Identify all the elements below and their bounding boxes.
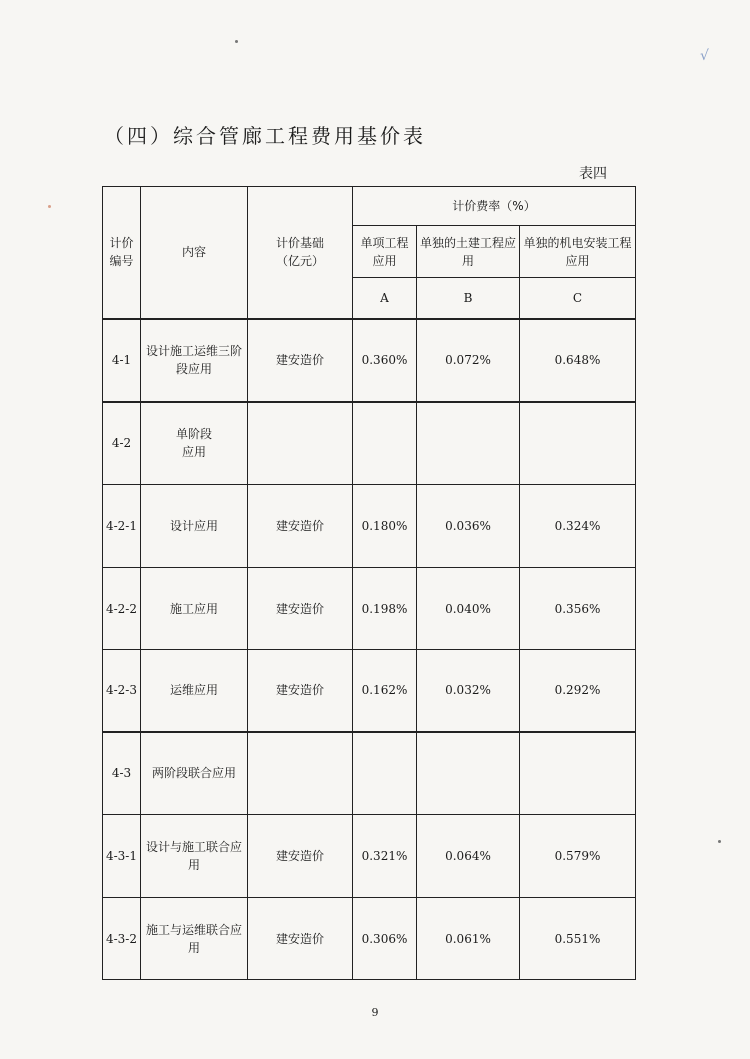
scan-speck [718, 840, 721, 843]
row-rate-c: 0.648% [520, 319, 636, 402]
row-rate-a: 0.306% [353, 898, 417, 980]
row-rate-b: 0.064% [417, 815, 520, 898]
row-rate-c: 0.292% [520, 650, 636, 732]
table-row [103, 815, 636, 898]
header-letter-c: C [520, 278, 636, 319]
row-rate-c: 0.579% [520, 815, 636, 898]
row-rate-b: 0.036% [417, 485, 520, 568]
row-rate-a [353, 732, 417, 815]
row-rate-b: 0.032% [417, 650, 520, 732]
row-code: 4-2-3 [103, 650, 141, 732]
row-content: 施工与运维联合应用 [141, 898, 248, 980]
row-rate-a: 0.162% [353, 650, 417, 732]
page-title: （四）综合管廊工程费用基价表 [104, 124, 426, 148]
row-rate-a: 0.198% [353, 568, 417, 650]
row-rate-a: 0.321% [353, 815, 417, 898]
row-rate-a [353, 402, 417, 485]
row-base: 建安造价 [248, 815, 353, 898]
row-content: 施工应用 [141, 568, 248, 650]
table-row [103, 898, 636, 980]
header-col-a: 单项工程应用 [353, 226, 417, 278]
row-rate-c: 0.356% [520, 568, 636, 650]
row-code: 4-3-2 [103, 898, 141, 980]
row-base: 建安造价 [248, 898, 353, 980]
header-col-b: 单独的土建工程应用 [417, 226, 520, 278]
header-rate-group: 计价费率（%） [353, 187, 636, 226]
row-base [248, 402, 353, 485]
table-number: 表四 [579, 166, 607, 182]
row-rate-a: 0.360% [353, 319, 417, 402]
row-content: 单阶段 应用 [141, 402, 248, 485]
fee-table [102, 186, 636, 980]
row-rate-a: 0.180% [353, 485, 417, 568]
scan-speck [235, 40, 238, 43]
row-rate-b: 0.040% [417, 568, 520, 650]
row-base: 建安造价 [248, 650, 353, 732]
row-rate-c: 0.324% [520, 485, 636, 568]
row-code: 4-3-1 [103, 815, 141, 898]
header-col-c: 单独的机电安装工程应用 [520, 226, 636, 278]
header-content: 内容 [141, 187, 248, 319]
row-base: 建安造价 [248, 485, 353, 568]
row-content: 设计应用 [141, 485, 248, 568]
header-base: 计价基础 （亿元） [248, 187, 353, 319]
row-rate-b: 0.072% [417, 319, 520, 402]
row-code: 4-2-2 [103, 568, 141, 650]
table-row [103, 402, 636, 485]
row-rate-b: 0.061% [417, 898, 520, 980]
row-code: 4-3 [103, 732, 141, 815]
header-letter-b: B [417, 278, 520, 319]
table-row [103, 485, 636, 568]
row-base: 建安造价 [248, 319, 353, 402]
table-row [103, 732, 636, 815]
row-content: 运维应用 [141, 650, 248, 732]
row-code: 4-1 [103, 319, 141, 402]
scan-speck [48, 205, 51, 208]
row-rate-c [520, 732, 636, 815]
header-letter-a: A [353, 278, 417, 319]
header-code: 计价编号 [103, 187, 141, 319]
row-rate-b [417, 402, 520, 485]
row-rate-c: 0.551% [520, 898, 636, 980]
table-row [103, 319, 636, 402]
table-row [103, 568, 636, 650]
header-row-1 [103, 187, 636, 226]
handwritten-checkmark: √ [700, 48, 709, 64]
row-rate-b [417, 732, 520, 815]
row-code: 4-2 [103, 402, 141, 485]
row-rate-c [520, 402, 636, 485]
row-base [248, 732, 353, 815]
page-number: 9 [371, 1006, 379, 1019]
row-content: 两阶段联合应用 [141, 732, 248, 815]
row-content: 设计施工运维三阶段应用 [141, 319, 248, 402]
table-row [103, 650, 636, 732]
row-code: 4-2-1 [103, 485, 141, 568]
row-content: 设计与施工联合应用 [141, 815, 248, 898]
row-base: 建安造价 [248, 568, 353, 650]
